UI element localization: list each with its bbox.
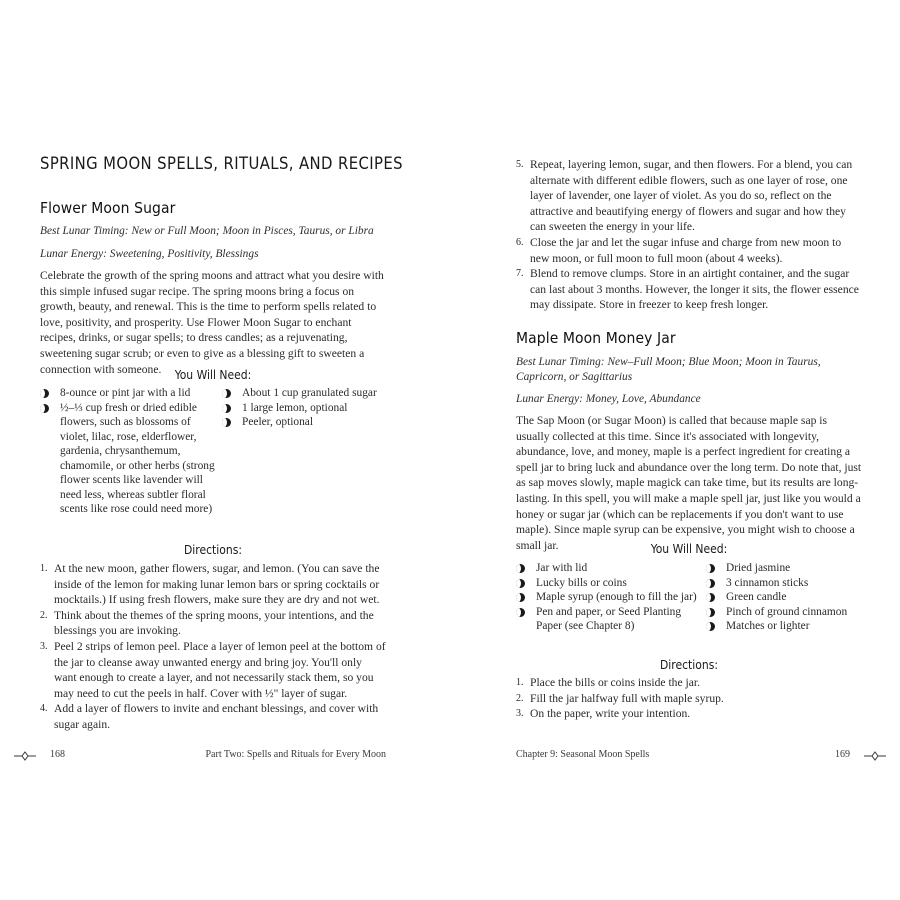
page-number-right: 169 <box>835 749 850 760</box>
ingredient-text: Pinch of ground cinnamon <box>726 605 848 618</box>
ingredient-item <box>706 590 862 605</box>
lunar-energy: Lunar Energy: Money, Love, Abundance <box>516 393 701 405</box>
left-page <box>40 0 403 900</box>
direction-step <box>40 561 386 608</box>
recipe-title-maple-moon-money-jar: Maple Moon Money Jar <box>516 329 676 347</box>
step-number: 1. <box>40 563 48 574</box>
you-will-need-heading: You Will Need: <box>174 368 252 382</box>
ingredient-text: Peeler, optional <box>242 416 314 428</box>
ingredient-item <box>222 401 386 416</box>
ingredient-item <box>516 561 706 576</box>
direction-step <box>516 691 862 707</box>
ingredient-item <box>706 619 862 634</box>
direction-step <box>40 608 386 639</box>
directions-list <box>516 675 862 722</box>
direction-step <box>516 675 862 691</box>
ingredient-item <box>40 401 218 517</box>
direction-step <box>40 701 386 732</box>
step-text: Think about the themes of the spring moons, your intentions, and the blessings you are invoking. <box>54 608 374 638</box>
step-number: 2. <box>516 692 524 704</box>
directions-heading: Directions: <box>183 543 242 557</box>
intro-paragraph: The Sap Moon (or Sugar Moon) is called that because maple sap is usually collected at this time. Since it's associated with longevity, abundance, love, and money, maple is a perfect ingredient for creating a spell jar to bring luck and abundance over the long term. Do note that, just as sap moves slowly, maple magick can take time, but its results are long-lasting. In this spell, you will make a maple spell jar, just like you would a honey or sugar jar (which can be replacements if you don't want to use maple). Since maple syrup can be expensive, you might wish to choose a small jar. <box>516 414 862 552</box>
step-number: 5. <box>516 159 524 170</box>
crescent-moon-icon <box>222 389 231 398</box>
step-number: 6. <box>516 236 524 248</box>
ingredient-item <box>222 415 386 430</box>
recipe-title-flower-moon-sugar: Flower Moon Sugar <box>40 199 176 217</box>
you-will-need-heading: You Will Need: <box>650 542 728 556</box>
crescent-moon-icon <box>222 404 231 413</box>
ingredient-text: About 1 cup granulated sugar <box>242 387 377 399</box>
crescent-moon-icon <box>706 593 715 602</box>
ingredient-item <box>516 605 706 634</box>
direction-step <box>516 266 862 313</box>
crescent-moon-icon <box>40 389 49 398</box>
directions-heading: Directions: <box>659 658 718 672</box>
step-number: 3. <box>40 640 48 652</box>
step-number: 2. <box>40 609 48 621</box>
step-number: 4. <box>40 703 48 715</box>
crescent-moon-icon <box>706 564 715 573</box>
ingredient-item <box>222 386 386 401</box>
step-text: At the new moon, gather flowers, sugar, and lemon. (You can save the inside of the lemon for making lunar lemon bars or spring cocktails or mocktails.) If using fresh flowers, make sure they are dry and not wet. <box>54 562 380 607</box>
section-title: SPRING MOON SPELLS, RITUALS, AND RECIPES <box>40 154 403 173</box>
crescent-moon-icon <box>516 593 525 602</box>
directions-list <box>40 561 386 733</box>
direction-step <box>516 235 862 266</box>
ingredient-text: 1 large lemon, optional <box>242 401 348 414</box>
ingredient-text: Dried jasmine <box>726 562 791 574</box>
step-text: Fill the jar halfway full with maple syrup. <box>530 691 724 705</box>
crescent-moon-icon <box>516 564 525 573</box>
crescent-moon-icon <box>516 579 525 588</box>
step-text: Repeat, layering lemon, sugar, and then flowers. For a blend, you can alternate with different edible flowers, such as one layer of rose, one layer of lavender, one layer of violet. As you do so, reflect on the attractive and beautifying energy of flowers and sugar and how they can sweeten the energy in your life. <box>530 158 853 234</box>
crescent-moon-icon <box>706 608 715 617</box>
ingredient-text: ½–⅓ cup fresh or dried edible flowers, such as blossoms of violet, lilac, rose, elderflower, gardenia, chrysanthemum, chamomile, or other herbs (strong flower scents like lavender will need less, whereas subtler floral scents like rose could need more) <box>60 401 215 515</box>
ingredient-item <box>516 576 706 591</box>
step-text: Blend to remove clumps. Store in an airtight container, and the sugar can last about 3 months. However, the longer it sits, the flower essence may dissipate. Store in freezer to keep fresh longer. <box>530 267 859 312</box>
ornament-icon <box>14 751 36 761</box>
step-text: Add a layer of flowers to invite and enchant blessings, and cover with sugar again. <box>54 702 379 731</box>
step-text: Place the bills or coins inside the jar. <box>530 676 701 689</box>
direction-step <box>40 639 386 701</box>
step-text: Peel 2 strips of lemon peel. Place a layer of lemon peel at the bottom of the jar to cleanse away unwanted energy and bring joy. You'll only want enough to create a layer, and not necessarily stack them, so you may need to cut the peels in half. Cover with ½" layer of sugar. <box>54 639 386 700</box>
step-number: 3. <box>516 708 524 720</box>
direction-step <box>516 706 862 722</box>
direction-step <box>516 157 862 235</box>
intro-paragraph: Celebrate the growth of the spring moons and attract what you desire with this simple infused sugar recipe. The spring moons bring a focus on growth, beauty, and renewal. This is the time to perform spells related to love, positivity, and prosperity. Use Flower Moon Sugar to enchant recipes, drinks, or sugar spells; to dress candles; as a rejuvenating, sweetening sugar scrub; or even to give as a blessing gift to sweeten a connection with someone. <box>40 269 384 376</box>
step-text: On the paper, write your intention. <box>530 707 691 721</box>
ingredient-item <box>706 605 862 620</box>
ornament-icon <box>864 751 886 761</box>
ingredient-item <box>706 576 862 591</box>
step-text: Close the jar and let the sugar infuse and charge from new moon to new moon, or full moon to full moon (about 4 weeks). <box>530 235 842 265</box>
ingredient-item <box>40 386 218 401</box>
right-page <box>516 0 862 900</box>
ingredient-text: 3 cinnamon sticks <box>726 576 809 589</box>
running-footer-left: Part Two: Spells and Rituals for Every Moon <box>205 749 386 760</box>
step-number: 1. <box>516 677 524 688</box>
crescent-moon-icon <box>222 418 231 427</box>
crescent-moon-icon <box>706 579 715 588</box>
crescent-moon-icon <box>40 404 49 413</box>
ingredient-text: Matches or lighter <box>726 620 810 632</box>
crescent-moon-icon <box>516 608 525 617</box>
ingredient-text: 8-ounce or pint jar with a lid <box>60 387 191 399</box>
ingredient-item <box>706 561 862 576</box>
ingredient-text: Green candle <box>726 591 787 603</box>
directions-continued-list <box>516 157 862 313</box>
crescent-moon-icon <box>706 622 715 631</box>
page-number-left: 168 <box>50 749 65 760</box>
lunar-energy: Lunar Energy: Sweetening, Positivity, Blessings <box>40 248 259 260</box>
best-lunar-timing: Best Lunar Timing: New–Full Moon; Blue Moon; Moon in Taurus, Capricorn, or Sagittarius <box>516 356 821 383</box>
best-lunar-timing: Best Lunar Timing: New or Full Moon; Moon in Pisces, Taurus, or Libra <box>40 225 374 237</box>
ingredient-item <box>516 590 706 605</box>
running-footer-right: Chapter 9: Seasonal Moon Spells <box>516 749 650 760</box>
ingredient-text: Lucky bills or coins <box>536 576 627 589</box>
step-number: 7. <box>516 268 524 280</box>
ingredient-text: Jar with lid <box>536 562 588 574</box>
ingredient-text: Pen and paper, or Seed Planting Paper (see Chapter 8) <box>536 605 682 632</box>
ingredient-text: Maple syrup (enough to fill the jar) <box>536 591 697 603</box>
